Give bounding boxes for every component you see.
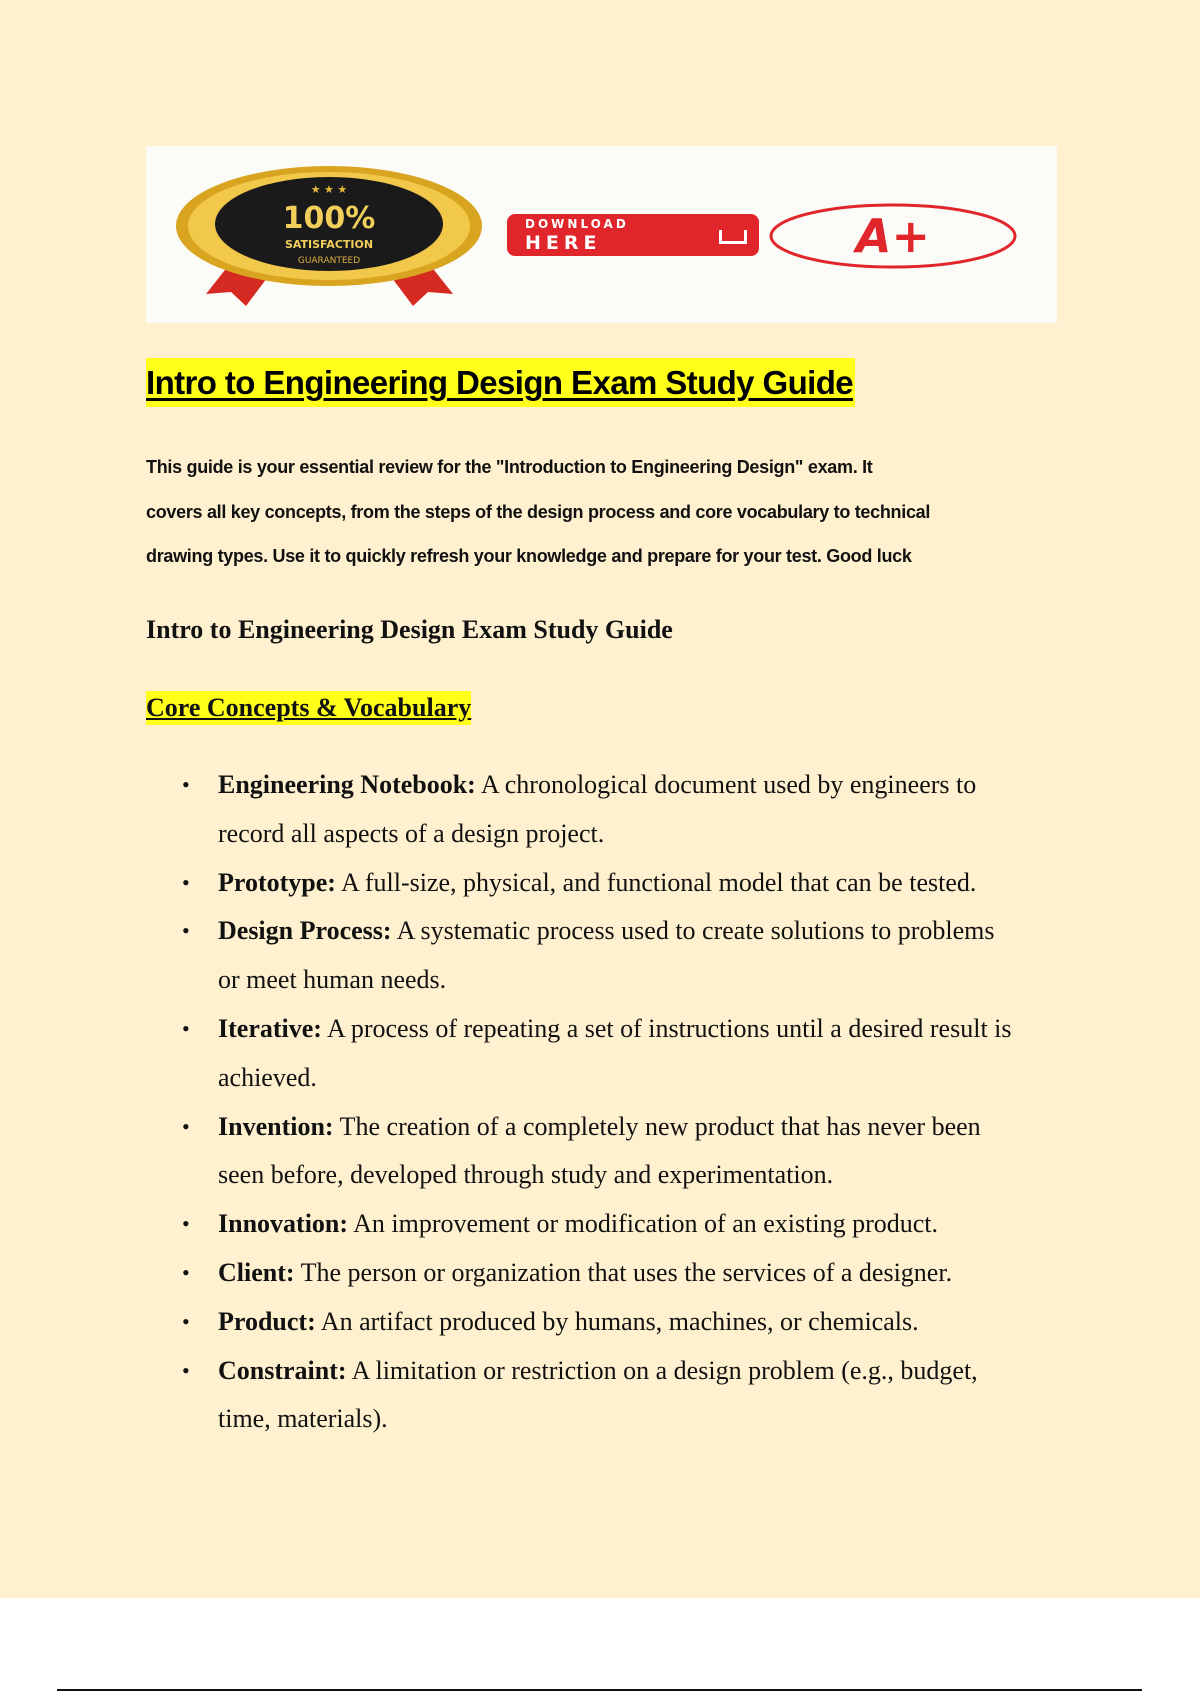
intro-line: drawing types. Use it to quickly refresh your knowledge and prepare for your test. Good luck <box>146 546 912 566</box>
seal-line1: SATISFACTION <box>284 238 374 251</box>
list-item <box>0 1304 1012 1353</box>
intro-line: covers all key concepts, from the steps of the design process and core vocabulary to technical <box>146 501 931 522</box>
term-label: Iterative: <box>218 1013 322 1043</box>
list-item <box>0 767 1012 865</box>
term-line <box>218 1304 1012 1353</box>
list-item <box>0 913 1012 1011</box>
term-definition: The creation of a completely new product that has never been <box>333 1111 981 1141</box>
seal-line2: GUARANTEED <box>297 256 361 266</box>
list-item <box>0 1109 1012 1207</box>
term-definition-continued: time, materials). <box>218 1404 388 1434</box>
term-definition: A chronological document used by engineers to <box>475 770 977 799</box>
term-label: Design Process: <box>218 916 392 946</box>
list-item <box>0 1255 1012 1304</box>
term-label: Constraint: <box>218 1355 347 1385</box>
section-heading: Core Concepts & Vocabulary <box>146 691 471 725</box>
term-line <box>218 767 1012 816</box>
bullet-icon: • <box>182 918 190 944</box>
bullet-icon: • <box>182 1259 190 1285</box>
bullet-icon: • <box>182 869 190 895</box>
page-title: Intro to Engineering Design Exam Study Guide <box>146 358 855 407</box>
intro-line: This guide is your essential review for the "Introduction to Engineering Design" exam. It <box>146 457 873 477</box>
bullet-icon: • <box>182 772 190 797</box>
bullet-icon: • <box>182 1211 190 1237</box>
term-definition: A full-size, physical, and functional model that can be tested. <box>335 867 977 897</box>
subtitle-heading: Intro to Engineering Design Exam Study Guide <box>146 615 673 644</box>
list-item <box>0 865 1012 914</box>
term-line <box>218 1011 1012 1060</box>
term-label: Invention: <box>218 1111 334 1141</box>
seal-stars: ★ ★ ★ <box>310 183 348 196</box>
term-line <box>218 1109 1012 1158</box>
footer-divider <box>57 1689 1142 1691</box>
term-line <box>218 865 1012 914</box>
term-definition: An improvement or modification of an existing product. <box>348 1209 938 1239</box>
grade-text: A+ <box>855 209 931 263</box>
satisfaction-guaranteed-seal <box>176 166 483 306</box>
term-label: Prototype: <box>218 867 336 897</box>
term-definition: A systematic process used to create solutions to problems <box>391 916 995 946</box>
seal-big-text: 100% <box>282 201 376 236</box>
term-definition-continued: achieved. <box>218 1062 317 1092</box>
term-line <box>218 1353 1012 1402</box>
term-line <box>218 1206 1012 1255</box>
list-item <box>0 1206 1012 1255</box>
bullet-icon: • <box>182 1015 190 1041</box>
here-label: HERE <box>525 232 602 254</box>
term-label: Product: <box>218 1306 316 1336</box>
download-label: DOWNLOAD <box>525 217 629 231</box>
bullet-icon: • <box>182 1308 190 1334</box>
term-label: Client: <box>218 1257 295 1287</box>
vocabulary-list <box>0 767 1012 1450</box>
intro-paragraph <box>146 452 930 586</box>
term-definition: A process of repeating a set of instructions until a desired result is <box>321 1013 1012 1043</box>
term-line <box>218 913 1012 962</box>
a-plus-grade-badge <box>767 200 1019 270</box>
download-here-button[interactable] <box>507 214 759 256</box>
list-item <box>0 1011 1012 1109</box>
list-item <box>0 1353 1012 1451</box>
promo-banner <box>146 146 1057 323</box>
term-label: Innovation: <box>218 1209 349 1239</box>
term-definition: A limitation or restriction on a design problem (e.g., budget, <box>346 1355 978 1385</box>
term-definition-continued: or meet human needs. <box>218 965 447 995</box>
term-definition-continued: seen before, developed through study and experimentation. <box>218 1160 834 1190</box>
term-line <box>218 1255 1012 1304</box>
term-definition-continued: record all aspects of a design project. <box>218 818 605 848</box>
download-tray-icon <box>719 230 747 244</box>
term-label: Engineering Notebook: <box>218 770 476 799</box>
bullet-icon: • <box>182 1357 190 1383</box>
term-definition: The person or organization that uses the services of a designer. <box>294 1257 953 1287</box>
term-definition: An artifact produced by humans, machines, or chemicals. <box>315 1306 919 1336</box>
bullet-icon: • <box>182 1113 190 1139</box>
